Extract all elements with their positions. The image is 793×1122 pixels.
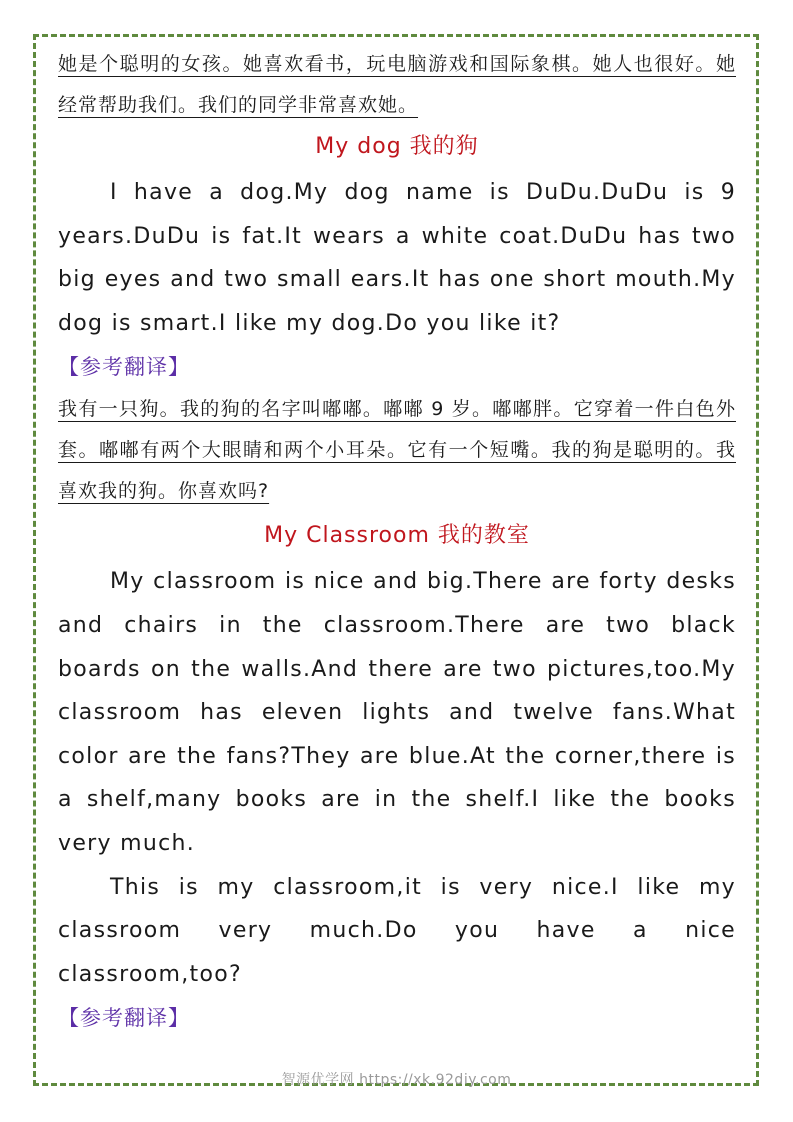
translation-my-dog: 我有一只狗。我的狗的名字叫嘟嘟。嘟嘟 9 岁。嘟嘟胖。它穿着一件白色外套。嘟嘟有两个大眼睛和两个小耳朵。它有一个短嘴。我的狗是聪明的。我喜欢我的狗。你喜欢吗? [58, 398, 736, 503]
translation-passage-1: 她是个聪明的女孩。她喜欢看书，玩电脑游戏和国际象棋。她人也很好。她经常帮助我们。我们的同学非常喜欢她。 [58, 53, 736, 116]
reference-translation-label: 【参考翻译】 [58, 355, 190, 380]
section-title-my-dog: My dog 我的狗 [315, 134, 479, 159]
paragraph-my-classroom-2: This is my classroom,it is very nice.I like my classroom very much.Do you have a nice classroom,too? [58, 874, 736, 987]
section-title-my-classroom: My Classroom 我的教室 [264, 523, 530, 549]
reference-translation-label: 【参考翻译】 [58, 1006, 190, 1031]
document-content [58, 44, 736, 1040]
footer-watermark: 智源优学网 https://xk.92diy.com [281, 1072, 512, 1088]
paragraph-my-dog: I have a dog.My dog name is DuDu.DuDu is 9 years.DuDu is fat.It wears a white coat.DuDu has two big eyes and two small ears.It has one short mouth.My dog is smart.I like my dog.Do you like it? [58, 180, 736, 336]
paragraph-my-classroom-1: My classroom is nice and big.There are forty desks and chairs in the classroom.There are two black boards on the walls.And there are two pictures,too.My classroom has eleven lights and twelve fans.What color are the fans?They are blue.At the corner,there is a shelf,many books are in the shelf.I like the books very much. [58, 569, 736, 856]
